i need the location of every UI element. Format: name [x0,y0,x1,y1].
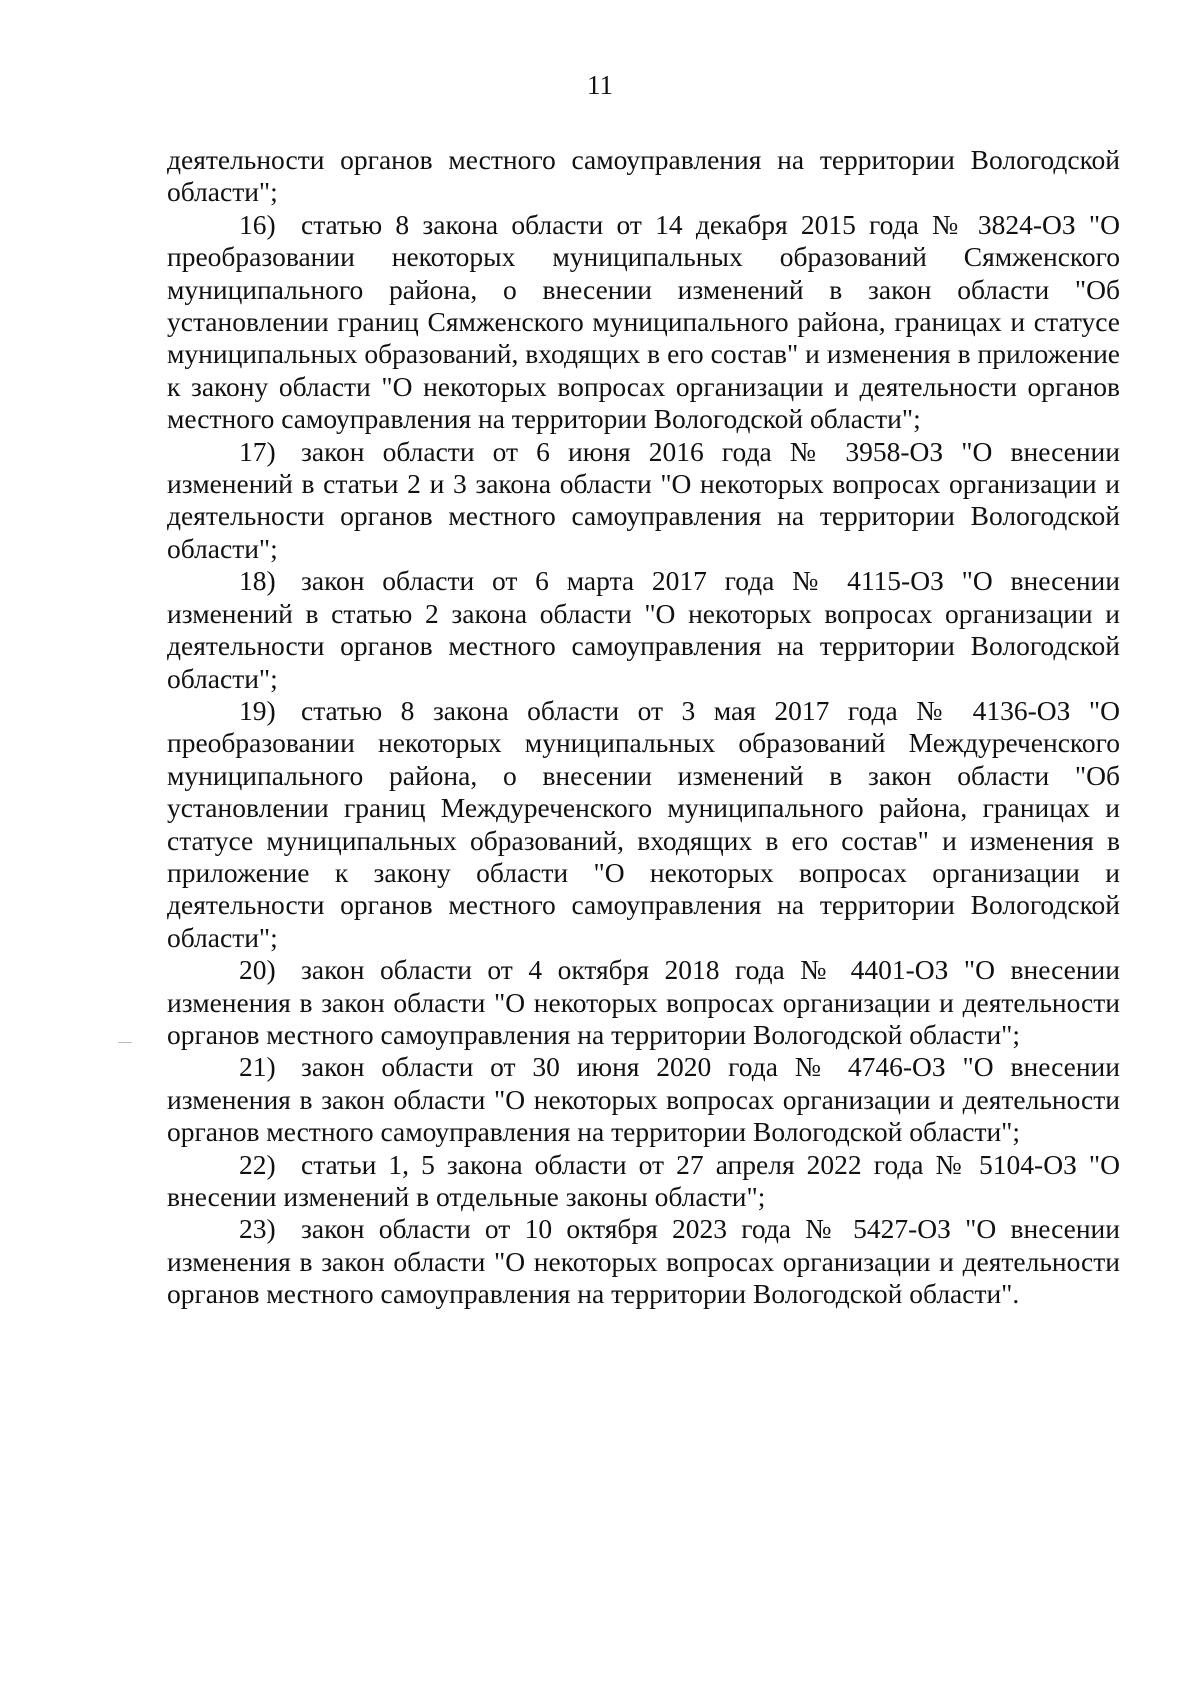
document-body [167,144,1120,1311]
list-item-22 [167,1149,1120,1214]
item-text: закон области от 6 июня 2016 года № 3958-ОЗ "О внесении изменений в статьи 2 и 3 закона области "О некоторых вопросах организации и деятельности органов местного самоуправления на территории Вологодской области"; [167,435,1120,564]
continuation-paragraph: деятельности органов местного самоуправления на территории Вологодской области"; [167,144,1120,208]
item-number: 20) [239,954,276,986]
item-text: закон области от 30 июня 2020 года № 4746-ОЗ "О внесении изменения в закон области "О некоторых вопросах организации и деятельности органов местного самоуправления на территории Вологодской области"; [167,1051,1120,1148]
item-number: 16) [239,208,276,240]
list-item-21 [167,1051,1120,1148]
item-text: статью 8 закона области от 3 мая 2017 года № 4136-ОЗ "О преобразовании некоторых муниципальных образований Междуреченского муниципального района, о внесении изменений в закон области "Об установлении границ Междуреченского муниципального района, границах и статусе муниципальных образований, входящих в его состав" и изменения в приложение к закону области "О некоторых вопросах организации и деятельности органов местного самоуправления на территории Вологодской области"; [167,694,1120,953]
page-number: 11 [587,70,613,100]
item-text: закон области от 10 октября 2023 года № 5427-ОЗ "О внесении изменения в закон области "О некоторых вопросах организации и деятельности органов местного самоуправления на территории Вологодской области". [167,1213,1120,1310]
item-text: закон области от 4 октября 2018 года № 4401-ОЗ "О внесении изменения в закон области "О некоторых вопросах организации и деятельности органов местного самоуправления на территории Вологодской области"; [167,954,1120,1050]
list-item-23 [167,1213,1120,1310]
item-text: статью 8 закона области от 14 декабря 2015 года № 3824-ОЗ "О преобразовании некоторых муниципальных образований Сямженского муниципального района, о внесении изменений в закон области "Об установлении границ Сямженского муниципального района, границах и статусе муниципальных образований, входящих в его состав" и изменения в приложение к закону области "О некоторых вопросах организации и деятельности органов местного самоуправления на территории Вологодской области"; [167,208,1120,435]
margin-mark [118,1042,132,1043]
item-text: статьи 1, 5 закона области от 27 апреля 2022 года № 5104-ОЗ "О внесении изменений в отдельные законы области"; [167,1148,1120,1212]
list-item-17 [167,436,1120,566]
item-number: 22) [239,1148,276,1180]
list-item-19 [167,695,1120,954]
list-item-18 [167,565,1120,695]
item-text: закон области от 6 марта 2017 года № 4115-ОЗ "О внесении изменений в статью 2 закона области "О некоторых вопросах организации и деятельности органов местного самоуправления на территории Вологодской области"; [167,565,1120,694]
item-number: 18) [239,565,276,597]
list-item-20 [167,954,1120,1051]
list-item-16 [167,209,1120,436]
item-number: 23) [239,1213,276,1245]
item-number: 21) [239,1051,276,1083]
item-number: 17) [239,435,276,467]
item-number: 19) [239,694,276,726]
